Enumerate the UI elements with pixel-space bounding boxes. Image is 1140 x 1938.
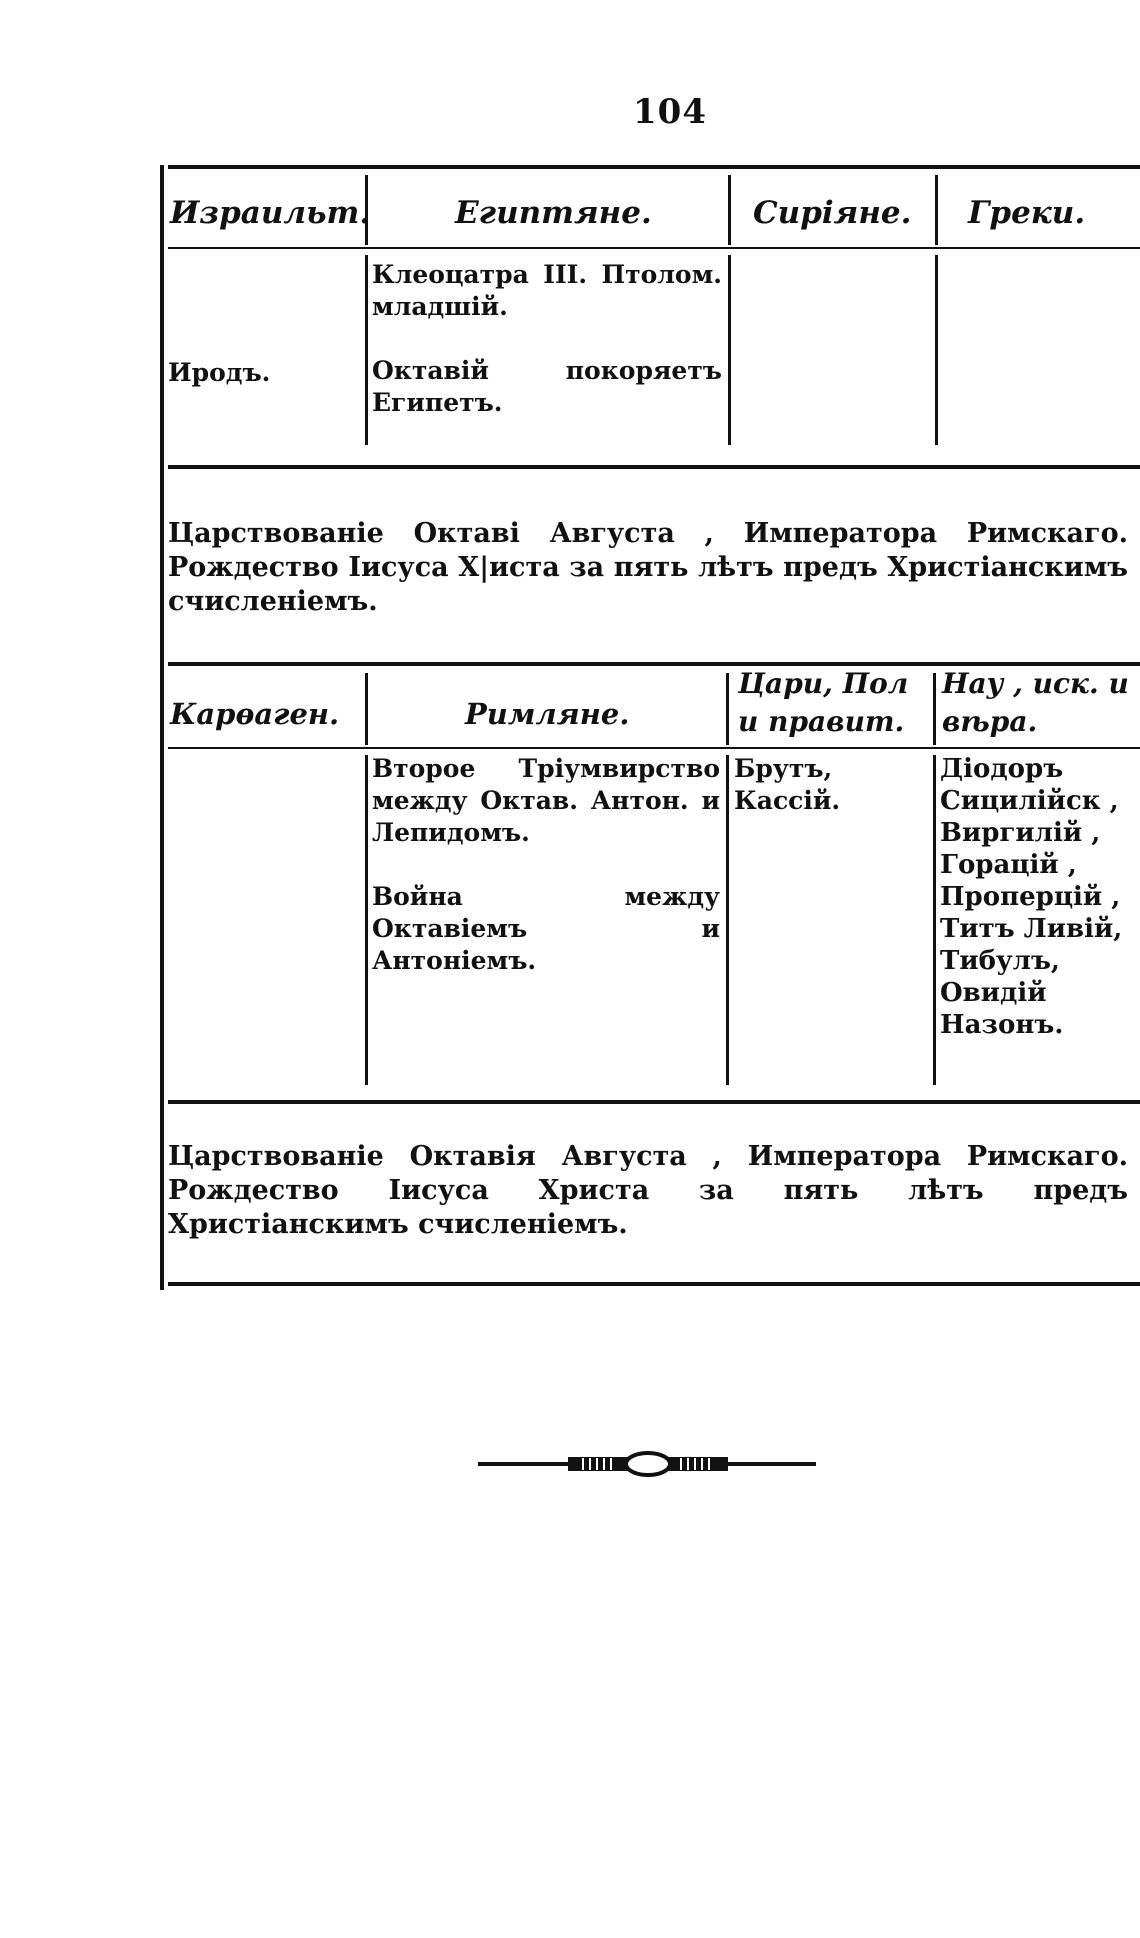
reign-note: Царствованіе Октаві Августа , Императора Римскаго. Рождество Іисуса Х|иста за пять лѣтъ предъ Христіанскимъ счисленіемъ. — [168, 518, 1128, 617]
table-bottom-rule — [168, 1100, 1140, 1104]
col-divider — [728, 255, 731, 445]
header-carthage: Карѳаген. — [170, 697, 340, 731]
list-item: Клеоцатра III. Птолом. младшій. — [372, 260, 722, 321]
header-greece: Греки. — [968, 195, 1086, 231]
col-divider — [933, 755, 936, 1085]
header-egypt: Египтяне. — [455, 195, 652, 231]
list-item: Октавій покоряетъ Египетъ. — [372, 356, 722, 417]
cell-israel — [168, 357, 358, 389]
header-science: Нау , иск. и вѣра. — [942, 667, 1129, 738]
header-israel: Израильт. — [170, 195, 371, 231]
header-rule — [168, 747, 1140, 749]
col-divider — [365, 673, 368, 745]
chronicle-table — [160, 165, 1140, 1290]
list-item: Брутъ, Кассій. — [734, 754, 841, 815]
bottom-rule — [168, 1282, 1140, 1286]
ornament-divider — [478, 1450, 816, 1480]
col-divider — [726, 755, 729, 1085]
reign-note: Царствованіе Октавія Августа , Императора Римскаго. Рождество Іисуса Христа за пять лѣтъ предъ Христіанскимъ счисленіемъ. — [168, 1141, 1128, 1240]
list-item: Война между Октавіемъ и Антоніемъ. — [372, 882, 720, 975]
table-bottom-rule — [168, 465, 1140, 469]
cell-rulers — [734, 753, 928, 817]
header-rule — [168, 247, 1140, 249]
col-divider — [935, 175, 938, 245]
page-number: 104 — [633, 92, 707, 132]
header-syria: Сиріяне. — [753, 195, 912, 231]
list-item: Иродъ. — [168, 358, 271, 387]
col-divider — [726, 673, 729, 745]
cell-science — [940, 753, 1135, 1041]
top-rule — [168, 165, 1140, 169]
col-divider — [935, 255, 938, 445]
cell-egypt — [372, 259, 722, 419]
left-border — [160, 165, 164, 1290]
col-divider — [365, 255, 368, 445]
header-romans: Римляне. — [465, 697, 630, 731]
col-divider — [728, 175, 731, 245]
cell-romans — [372, 753, 720, 977]
col-divider — [933, 673, 936, 745]
list-item: Второе Тріумвирство между Октав. Антон. и Лепидомъ. — [372, 754, 720, 847]
list-item: Діодоръ Сицилійск , Виргилій , Горацій , Проперцій , Титъ Ливій, Тибулъ, Овидій Назонъ. — [940, 754, 1123, 1040]
header-rulers: Цари, Пол и правит. — [738, 667, 909, 738]
col-divider — [365, 755, 368, 1085]
